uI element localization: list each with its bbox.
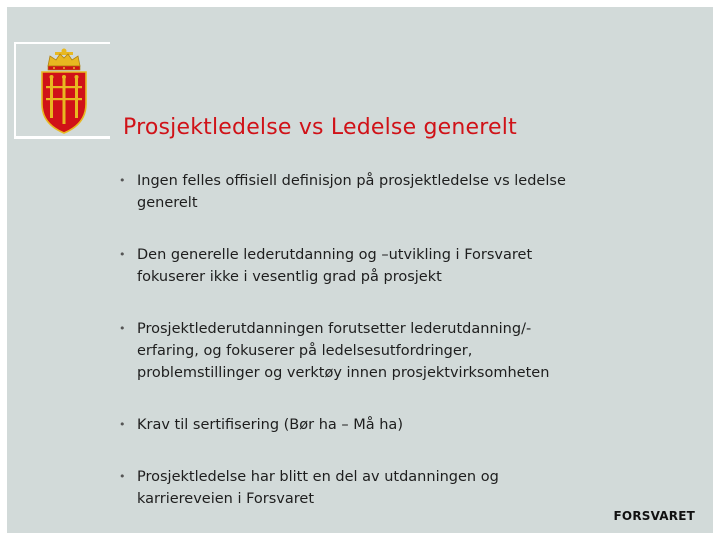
crown-icon xyxy=(48,49,80,71)
bullet-item: • Den generelle lederutdanning og –utvikling i Forsvaret fokuserer ikke i vesentlig grad på prosjekt xyxy=(119,244,579,288)
bullet-list xyxy=(119,170,579,510)
footer-brand: FORSVARET xyxy=(613,509,695,523)
logo-frame-inner xyxy=(16,44,110,136)
bullet-item: • Ingen felles offisiell definisjon på prosjektledelse vs ledelse generelt xyxy=(119,170,579,214)
bullet-item: • Prosjektledelse har blitt en del av utdanningen og karriereveien i Forsvaret xyxy=(119,466,579,510)
logo-frame xyxy=(14,42,110,139)
forsvaret-coat-of-arms-icon xyxy=(38,48,90,134)
bullet-item: • Krav til sertifisering (Bør ha – Må ha) xyxy=(119,414,579,436)
slide-title: Prosjektledelse vs Ledelse generelt xyxy=(123,115,517,140)
slide xyxy=(7,7,713,533)
bullet-item: • Prosjektlederutdanningen forutsetter lederutdanning/- erfaring, og fokuserer på ledelsesutfordringer, problemstillinger og verktøy innen prosjektvirksomheten xyxy=(119,318,579,384)
